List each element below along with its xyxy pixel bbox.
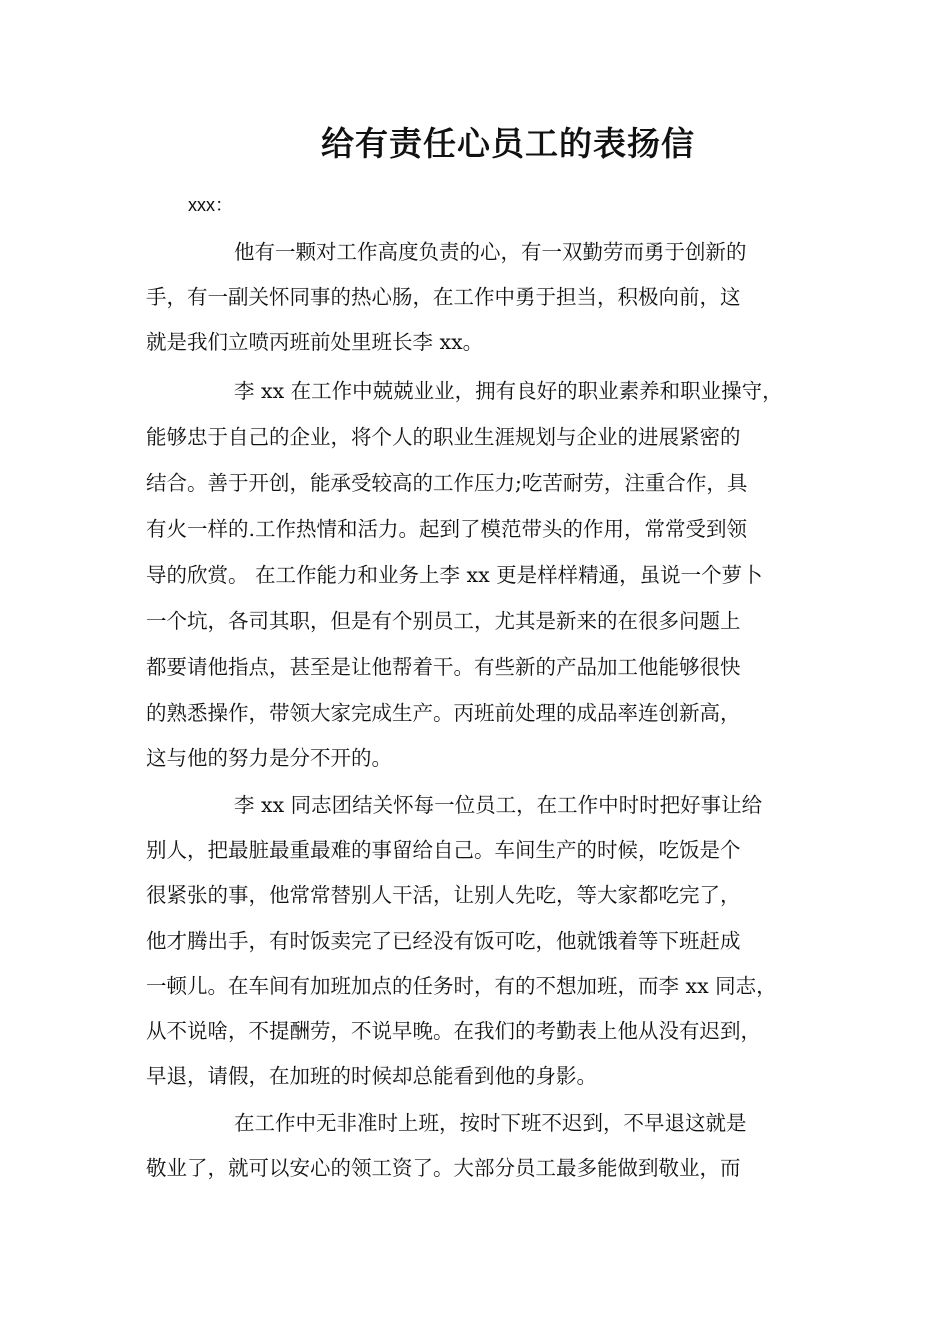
- text-line: 都要请他指点，甚至是让他帮着干。有些新的产品加工他能够很快: [146, 655, 741, 679]
- text-line: 很紧张的事，他常常替别人干活，让别人先吃，等大家都吃完了，: [146, 883, 741, 907]
- text-line: 李 xx 同志团结关怀每一位员工，在工作中时时把好事让给: [234, 793, 763, 817]
- text-line: 手，有一副关怀同事的热心肠，在工作中勇于担当，积极向前，这: [146, 285, 741, 309]
- text-line: 的熟悉操作，带领大家完成生产。丙班前处理的成品率连创新高，: [146, 701, 741, 725]
- text-line: 他有一颗对工作高度负责的心，有一双勤劳而勇于创新的: [234, 240, 747, 264]
- text-line: 他才腾出手，有时饭卖完了已经没有饭可吃，他就饿着等下班赶成: [146, 929, 741, 953]
- text-line: 就是我们立喷丙班前处里班长李 xx。: [146, 330, 484, 354]
- text-line: 能够忠于自己的企业，将个人的职业生涯规划与企业的进展紧密的: [146, 425, 741, 449]
- text-line: 有火一样的.工作热情和活力。起到了模范带头的作用，常常受到领: [146, 517, 748, 541]
- text-line: 一顿儿。在车间有加班加点的任务时，有的不想加班，而李 xx 同志，: [146, 974, 777, 998]
- text-line: 从不说啥，不提酬劳，不说早晚。在我们的考勤表上他从没有迟到，: [146, 1019, 761, 1043]
- text-line: 在工作中无非准时上班，按时下班不迟到，不早退这就是: [234, 1111, 747, 1135]
- text-line: 导的欣赏。 在工作能力和业务上李 xx 更是样样精通，虽说一个萝卜: [146, 563, 763, 587]
- text-line: 别人，把最脏最重最难的事留给自己。车间生产的时候，吃饭是个: [146, 838, 741, 862]
- text-line: 一个坑，各司其职，但是有个别员工，尤其是新来的在很多问题上: [146, 609, 741, 633]
- text-line: 敬业了，就可以安心的领工资了。大部分员工最多能做到敬业，而: [146, 1156, 741, 1180]
- document-title: 给有责任心员工的表扬信: [321, 124, 695, 163]
- text-line: 李 xx 在工作中兢兢业业，拥有良好的职业素养和职业操守，: [234, 379, 783, 403]
- text-line: 这与他的努力是分不开的。: [146, 746, 392, 770]
- text-line: 结合。善于开创，能承受较高的工作压力;吃苦耐劳，注重合作，具: [146, 471, 748, 495]
- text-line: 早退，请假，在加班的时候却总能看到他的身影。: [146, 1064, 597, 1088]
- salutation: xxx：: [188, 195, 233, 215]
